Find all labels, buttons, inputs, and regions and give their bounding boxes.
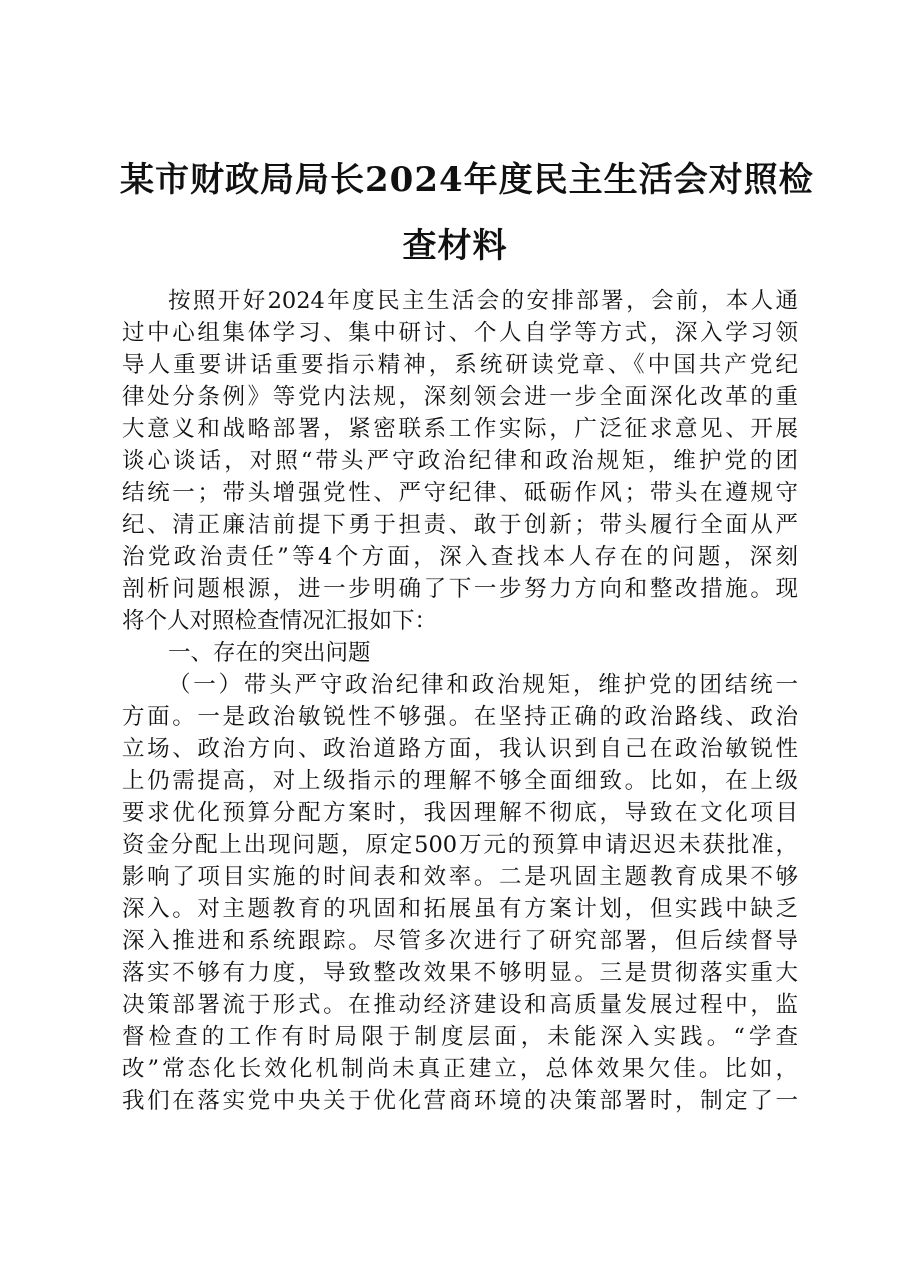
body-line: 上仍需提高，对上级指示的理解不够全面细致。比如，在上级 <box>122 768 798 794</box>
body-line: 深入推进和系统跟踪。尽管多次进行了研究部署，但后续督导 <box>122 928 798 954</box>
intro-line: 过中心组集体学习、集中研讨、个人自学等方式，深入学习领 <box>122 320 798 346</box>
intro-line: 导人重要讲话重要指示精神，系统研读党章、《中国共产党纪 <box>122 352 798 378</box>
body-line: 资金分配上出现问题，原定500万元的预算申请迟迟未获批准， <box>122 832 798 858</box>
intro-line: 大意义和战略部署，紧密联系工作实际，广泛征求意见、开展 <box>122 416 798 442</box>
document-title-line-2: 查材料 <box>402 226 508 266</box>
body-line: 督检查的工作有时局限于制度层面，未能深入实践。“学查 <box>122 1024 798 1050</box>
body-line: 落实不够有力度，导致整改效果不够明显。三是贯彻落实重大 <box>122 960 798 986</box>
document-title-line-1: 某市财政局局长2024年度民主生活会对照检 <box>120 160 814 200</box>
body-line: 决策部署流于形式。在推动经济建设和高质量发展过程中，监 <box>122 992 798 1018</box>
intro-line: 纪、清正廉洁前提下勇于担责、敢于创新；带头履行全面从严 <box>122 512 798 538</box>
body-line: 深入。对主题教育的巩固和拓展虽有方案计划，但实践中缺乏 <box>122 896 798 922</box>
intro-line: 将个人对照检查情况汇报如下： <box>122 608 438 634</box>
body-line: 立场、政治方向、政治道路方面，我认识到自己在政治敏锐性 <box>122 736 798 762</box>
body-line: （一）带头严守政治纪律和政治规矩，维护党的团结统一 <box>168 672 798 698</box>
body-line: 影响了项目实施的时间表和效率。二是巩固主题教育成果不够 <box>122 864 798 890</box>
section-heading: 一、存在的突出问题 <box>168 640 371 666</box>
intro-line: 结统一；带头增强党性、严守纪律、砥砺作风；带头在遵规守 <box>122 480 798 506</box>
body-line: 要求优化预算分配方案时，我因理解不彻底，导致在文化项目 <box>122 800 798 826</box>
body-line: 改”常态化长效化机制尚未真正建立，总体效果欠佳。比如， <box>122 1056 798 1082</box>
intro-line: 治党政治责任”等4个方面，深入查找本人存在的问题，深刻 <box>122 544 798 570</box>
body-line: 方面。一是政治敏锐性不够强。在坚持正确的政治路线、政治 <box>122 704 798 730</box>
intro-line: 按照开好2024年度民主生活会的安排部署，会前，本人通 <box>168 288 798 314</box>
body-line: 我们在落实党中央关于优化营商环境的决策部署时，制定了一 <box>122 1088 798 1114</box>
intro-line: 律处分条例》等党内法规，深刻领会进一步全面深化改革的重 <box>122 384 798 410</box>
intro-line: 剖析问题根源，进一步明确了下一步努力方向和整改措施。现 <box>122 576 798 602</box>
intro-line: 谈心谈话，对照“带头严守政治纪律和政治规矩，维护党的团 <box>122 448 798 474</box>
